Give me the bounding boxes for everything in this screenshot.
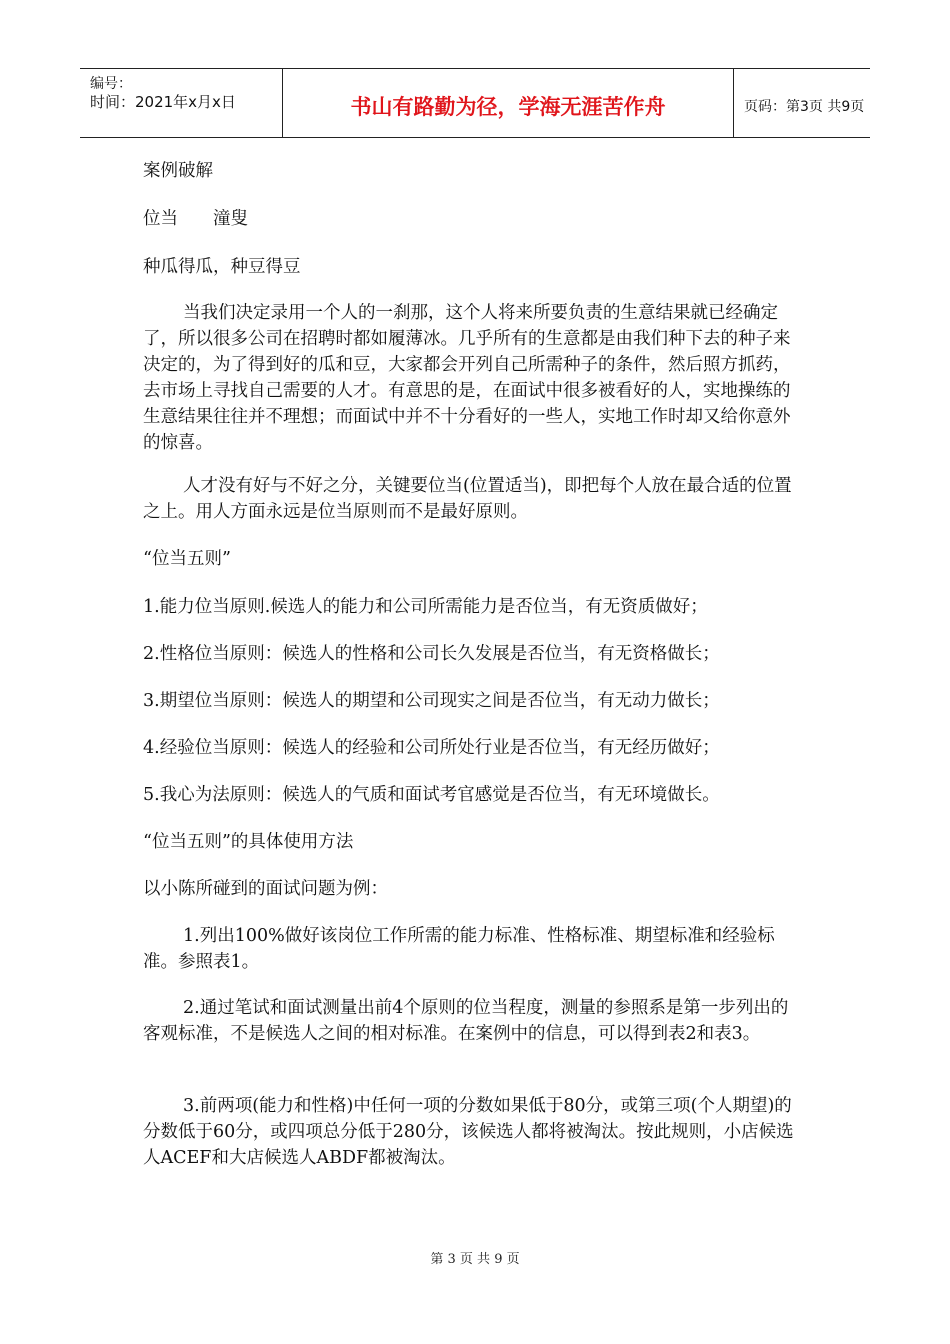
page-footer: 第 3 页 共 9 页 [430, 1252, 520, 1267]
rule-item-4: 4.经验位当原则：候选人的经验和公司所处行业是否位当，有无经历做好； [143, 738, 720, 758]
paragraph-intro: 当我们决定录用一个人的一刹那，这个人将来所要负责的生意结果就已经确定了，所以很多公司在招聘时都如履薄冰。几乎所有的生意都是由我们种下去的种子来决定的，为了得到好的瓜和豆，大家都会开列自己所需种子的条件，然后照方抓药，去市场上寻找自己需要的人才。有意思的是，在面试中很多被看好的人，实地操练的生意结果往往并不理想；而面试中并不十分看好的一些人，实地工作时却又给你意外的惊喜。 [143, 303, 791, 453]
doc-number-label: 编号： [90, 76, 132, 92]
doc-time: 时间：2021年x月x日 [90, 93, 236, 111]
step-1: 1.列出100%做好该岗位工作所需的能力标准、性格标准、期望标准和经验标准。参照表1。 [143, 926, 775, 972]
rule-item-5: 5.我心为法原则：候选人的气质和面试考官感觉是否位当，有无环境做长。 [143, 785, 720, 805]
example-intro: 以小陈所碰到的面试问题为例： [143, 879, 388, 899]
section-title: 案例破解 [143, 161, 213, 181]
step-3: 3.前两项(能力和性格)中任何一项的分数如果低于80分，或第三项(个人期望)的分数低于60分，或四项总分低于280分，该候选人都将被淘汰。按此规则，小店候选人ACEF和大店候选人ABDF都被淘汰。 [143, 1096, 794, 1168]
article-subtitle: 种瓜得瓜，种豆得豆 [143, 257, 301, 277]
rule-item-3: 3.期望位当原则：候选人的期望和公司现实之间是否位当，有无动力做长； [143, 691, 720, 711]
author-line: 位当 潼叟 [143, 209, 248, 229]
step-2: 2.通过笔试和面试测量出前4个原则的位当程度，测量的参照系是第一步列出的客观标准，不是候选人之间的相对标准。在案例中的信息，可以得到表2和表3。 [143, 998, 789, 1044]
header-left-cell [80, 69, 282, 137]
header-motto: 书山有路勤为径，学海无涯苦作舟 [350, 95, 666, 119]
rule-item-2: 2.性格位当原则：候选人的性格和公司长久发展是否位当，有无资格做长； [143, 644, 720, 664]
header-page-number: 页码：第3页 共9页 [744, 99, 865, 115]
paragraph-principle: 人才没有好与不好之分，关键要位当(位置适当)，即把每个人放在最合适的位置之上。用人方面永远是位当原则而不是最好原则。 [143, 476, 792, 522]
five-rules-heading: “位当五则” [143, 549, 231, 569]
header-center-cell [282, 69, 734, 137]
page-header [80, 68, 870, 138]
header-right-cell [734, 69, 870, 137]
rule-item-1: 1.能力位当原则.候选人的能力和公司所需能力是否位当，有无资质做好； [143, 597, 708, 617]
usage-heading: “位当五则”的具体使用方法 [143, 832, 354, 852]
